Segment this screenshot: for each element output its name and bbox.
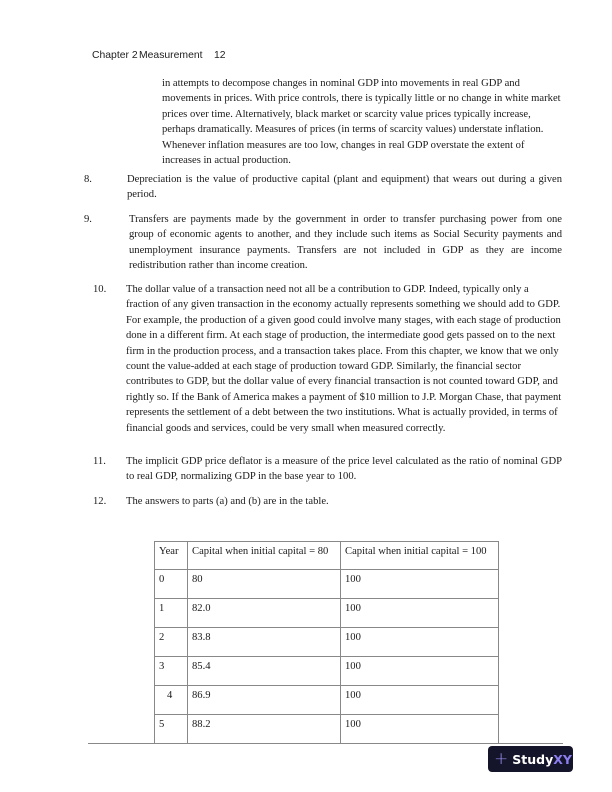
item-number: 8. [84,174,92,185]
item-text: The dollar value of a transaction need not all be a contribution to GDP. Indeed, typically only a fraction of any given transaction in the economy actually represents something we should add to GDP. For example, the production of a given good could involve many stages, with each stage of production done in a different firm. At each stage of production, the intermediate good gets passed on to the next firm in the production process, and a transaction takes place. From this chapter, we know that we only count the value-added at each stage of production toward GDP. Similarly, the financial sector contributes to GDP, but the dollar value of every financial transaction is not counted toward GDP, and rightly so. If the Bank of America makes a payment of $10 million to J.P. Morgan Chase, that payment represents the settlement of a debt between the two institutions. What is actually provided, in terms of financial goods and services, could be very small when measured correctly. [126,284,562,434]
brand-main: Study [512,751,554,767]
studyxy-badge[interactable] [488,746,573,772]
item-text: The answers to parts (a) and (b) are in the table. [126,496,329,507]
item-text: Depreciation is the value of productive capital (plant and equipment) that wears out during a given period. [127,174,562,201]
table-row [155,657,499,686]
table-cell: 100 [341,686,499,715]
table-cell: 1 [155,599,188,628]
table-cell: 100 [341,570,499,599]
brand-logo-text [512,752,572,767]
table-cell: 82.0 [188,599,341,628]
chapter-label: Chapter 2 [92,50,138,61]
table-row [155,715,499,744]
item-number: 11. [93,456,106,467]
table-cell: 4 [155,686,188,715]
table-header-cell: Capital when initial capital = 100 [341,542,499,570]
table-cell: 80 [188,570,341,599]
table-cell: 83.8 [188,628,341,657]
item-text: The implicit GDP price deflator is a measure of the price level calculated as the ratio of nominal GDP to real GDP, normalizing GDP in the base year to 100. [126,456,562,483]
page-number: 12 [214,50,226,61]
table-header-cell: Capital when initial capital = 80 [188,542,341,570]
table-header-row [155,542,499,570]
capital-table [154,541,499,744]
table-cell: 2 [155,628,188,657]
chapter-title: Measurement [139,50,203,61]
table-row [155,686,499,715]
table-cell: 85.4 [188,657,341,686]
table-cell: 0 [155,570,188,599]
table-cell: 100 [341,599,499,628]
table-cell: 5 [155,715,188,744]
table-cell: 100 [341,628,499,657]
table-cell: 86.9 [188,686,341,715]
plus-icon: + [494,748,509,769]
table-cell: 100 [341,657,499,686]
table-cell: 3 [155,657,188,686]
running-header [92,50,226,61]
table-row [155,599,499,628]
table-cell: 88.2 [188,715,341,744]
item-number: 10. [93,284,107,295]
footer-divider [88,743,563,744]
table-header-cell: Year [155,542,188,570]
table-cell: 100 [341,715,499,744]
continuation-paragraph: in attempts to decompose changes in nominal GDP into movements in real GDP and movements in prices. With price controls, there is typically little or no change in white market prices over time. Alternatively, black market or scarcity value prices typically increase, perhaps dramatically. Measures of prices (in terms of scarcity values) understate inflation. Whenever inflation measures are too low, changes in real GDP overstate the extent of increases in actual production. [162,78,561,167]
table-row [155,628,499,657]
table-row [155,570,499,599]
brand-accent: XY [553,751,572,767]
item-number: 9. [84,214,92,225]
item-text: Transfers are payments made by the government in order to transfer purchasing power from one group of economic agents to another, and they include such items as Social Security payments and unemployment insurance payments. Transfers are not included in GDP as they are income redistribution rather than income creation. [129,214,562,272]
item-number: 12. [93,496,107,507]
